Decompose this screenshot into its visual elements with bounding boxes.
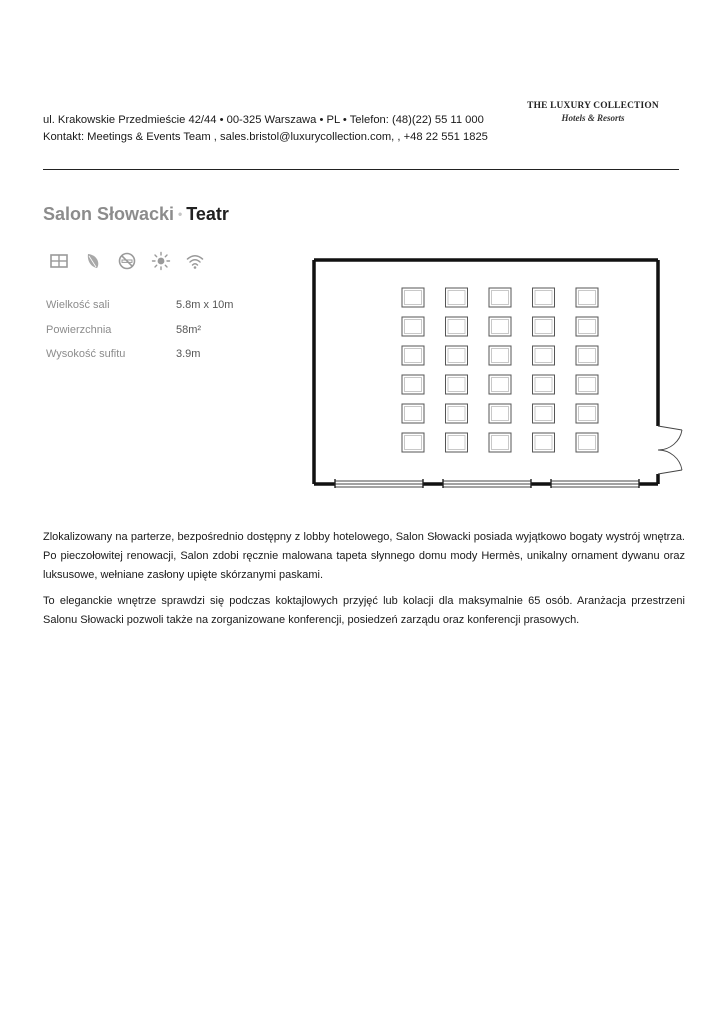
logo-sub-text: Hotels & Resorts (561, 113, 625, 123)
wifi-icon (185, 251, 205, 271)
seat (402, 288, 424, 307)
seat (533, 404, 555, 423)
spec-value: 3.9m (176, 348, 201, 360)
seat (576, 288, 598, 307)
room-specs (46, 299, 233, 373)
seat (402, 433, 424, 452)
logo-main-text: THE LUXURY COLLECTION (527, 101, 659, 111)
door-swing (658, 450, 682, 470)
daylight-icon (151, 251, 171, 271)
seat (489, 404, 511, 423)
seat (402, 404, 424, 423)
door-leaf (658, 470, 682, 474)
no-smoking-icon (117, 251, 137, 271)
seat (533, 346, 555, 365)
window (551, 479, 639, 488)
spec-row-height (46, 348, 233, 373)
spec-label: Wysokość sufitu (46, 348, 126, 360)
window-group (335, 479, 639, 488)
door (658, 426, 682, 474)
door-swing (658, 430, 682, 450)
seat (446, 317, 468, 336)
amenity-icons (49, 250, 205, 272)
spec-value: 5.8m x 10m (176, 299, 234, 311)
seat (402, 375, 424, 394)
venue-address: ul. Krakowskie Przedmieście 42/44 • 00-325 Warszawa • PL • Telefon: (48)(22) 55 11 000 (43, 114, 484, 126)
window (335, 479, 423, 488)
seat (533, 317, 555, 336)
seat (446, 288, 468, 307)
seat (533, 288, 555, 307)
seat (489, 346, 511, 365)
room-name: Salon Słowacki (43, 204, 175, 224)
header-divider (43, 169, 679, 170)
seat (576, 375, 598, 394)
title-separator: • (178, 207, 183, 221)
seat (576, 433, 598, 452)
seat (533, 433, 555, 452)
seat-grid (402, 288, 598, 452)
spec-row-size (46, 299, 233, 324)
spec-label: Wielkość sali (46, 299, 110, 311)
seat (489, 288, 511, 307)
seat (576, 404, 598, 423)
seat (402, 346, 424, 365)
spec-value: 58m² (176, 323, 202, 336)
seat (402, 317, 424, 336)
seat (446, 346, 468, 365)
seat (446, 433, 468, 452)
setup-name: Teatr (186, 204, 229, 224)
seat (576, 346, 598, 365)
page-title (43, 204, 229, 225)
seat (576, 317, 598, 336)
seat (446, 404, 468, 423)
seat (489, 433, 511, 452)
seat (533, 375, 555, 394)
spec-label: Powierzchnia (46, 323, 112, 336)
spec-row-area (46, 324, 233, 349)
seat (446, 375, 468, 394)
luxury-collection-logo (522, 101, 664, 123)
venue-contact: Kontakt: Meetings & Events Team , sales.bristol@luxurycollection.com, , +48 22 551 1825 (43, 131, 488, 143)
description-paragraph: To eleganckie wnętrze sprawdzi się podczas koktajlowych przyjęć lub kolacji dla maksymalnie 65 osób. Aranżacja przestrzeni Salonu Słowacki pozwoli także na zorganizowane konferencji, posiedzeń zarządu oraz konferencji prasowych. (43, 595, 685, 626)
leaf-icon (83, 251, 103, 271)
door-leaf (658, 426, 682, 430)
window-icon (49, 251, 69, 271)
window (443, 479, 531, 488)
room-walls (314, 260, 658, 484)
seat (489, 317, 511, 336)
description-paragraph: Zlokalizowany na parterze, bezpośrednio dostępny z lobby hotelowego, Salon Słowacki posiada wyjątkowo bogaty wystrój wnętrza. Po pieczołowitej renowacji, Salon zdobi ręcznie malowana tapeta słynnego domu mody Hermès, unikalny ornament dywanu oraz luksusowe, wełniane zasłony upięte skórzanymi paskami. (43, 531, 685, 581)
floor-plan-diagram (310, 256, 686, 488)
room-description (43, 528, 685, 637)
seat (489, 375, 511, 394)
